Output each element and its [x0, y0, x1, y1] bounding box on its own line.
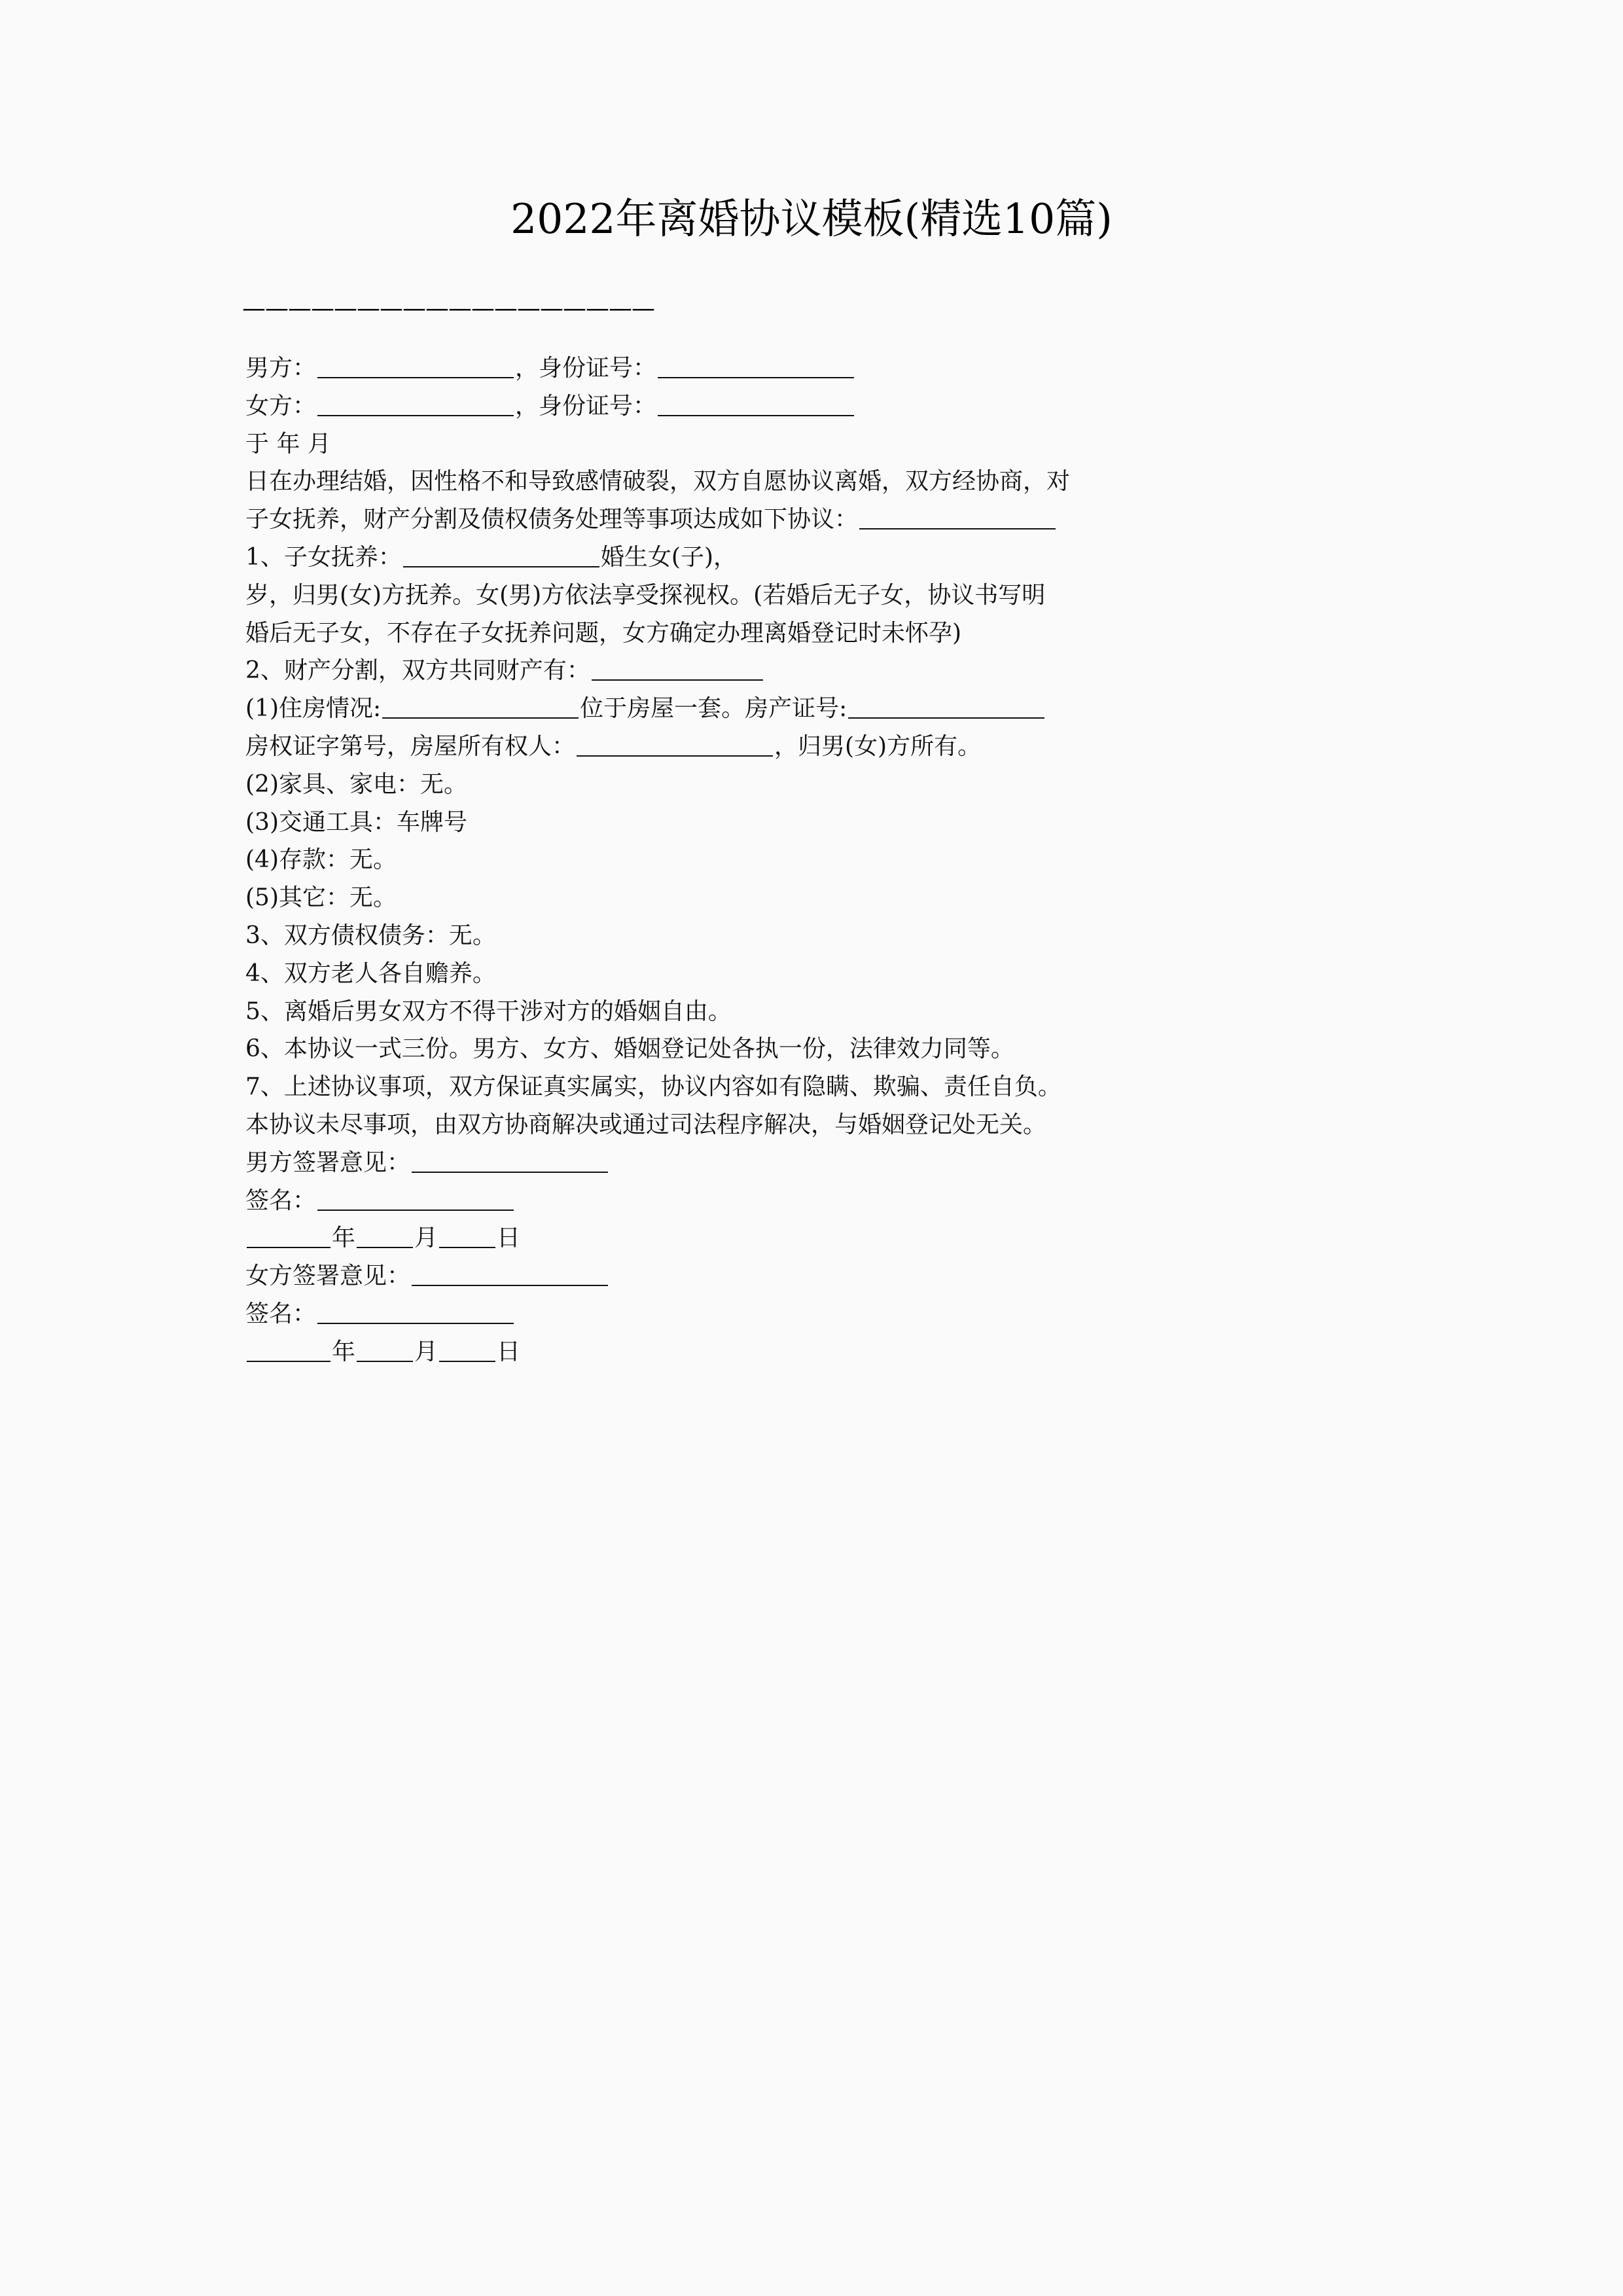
male-opinion-blank[interactable] [412, 1152, 608, 1173]
female-date-line [245, 1337, 1364, 1368]
male-date-line [245, 1223, 1364, 1254]
male-name-blank[interactable] [317, 357, 514, 378]
male-year-label: 年 [332, 1225, 356, 1252]
male-id-blank[interactable] [658, 357, 854, 378]
female-year-label: 年 [332, 1338, 356, 1365]
page-title: 2022年离婚协议模板(精选10篇) [510, 195, 1113, 243]
document-body [245, 353, 1364, 1375]
clause-2-lead: 2、财产分割，双方共同财产有： [245, 657, 590, 685]
male-date-year-blank[interactable] [247, 1227, 330, 1248]
female-sign-label: 签名： [245, 1300, 317, 1327]
male-signature-blank[interactable] [317, 1190, 514, 1211]
intro-line-2 [245, 505, 1364, 535]
clause-1-blank[interactable] [403, 547, 599, 567]
intro-line-2-text: 子女抚养，财产分割及债权债务处理等事项达成如下协议： [245, 506, 859, 533]
male-month-label: 月 [414, 1225, 438, 1252]
housing-prefix: (1)住房情况: [245, 695, 382, 723]
male-opinion-label: 男方签署意见： [245, 1149, 411, 1176]
female-opinion-label: 女方签署意见： [245, 1263, 411, 1290]
owner-suffix: ，归男(女)方所有。 [774, 732, 982, 760]
clause-3: 3、双方债权债务：无。 [245, 922, 496, 949]
clause-1-after-blank: 婚生女(子)， [600, 543, 737, 571]
clause-1-line-1 [245, 543, 1364, 573]
clause-1-lead: 1、子女抚养： [245, 543, 402, 571]
clause-1-line-3: 婚后无子女，不存在子女抚养问题，女方确定办理离婚登记时未怀孕) [245, 619, 962, 647]
male-date-day-blank[interactable] [439, 1227, 495, 1248]
intro-trailing-blank[interactable] [859, 509, 1056, 529]
closing-paragraph: 本协议未尽事项，由双方协商解决或通过司法程序解决，与婚姻登记处无关。 [245, 1111, 1047, 1138]
clause-6: 6、本协议一式三份。男方、女方、婚姻登记处各执一份，法律效力同等。 [245, 1035, 1014, 1063]
clause-2-sub-1-line-1 [245, 694, 1364, 725]
female-date-year-blank[interactable] [247, 1341, 330, 1362]
male-sign-label: 签名： [245, 1187, 317, 1214]
clause-7: 7、上述协议事项，双方保证真实属实，协议内容如有隐瞒、欺骗、责任自负。 [245, 1073, 1061, 1101]
female-id-blank[interactable] [658, 395, 854, 416]
male-party-label: 男方： [245, 355, 317, 382]
clause-2-sub-3: (3)交通工具：车牌号 [245, 808, 467, 836]
clause-4: 4、双方老人各自赡养。 [245, 960, 496, 987]
female-signature-line [245, 1299, 1364, 1330]
housing-mid: 位于房屋一套。房产证号: [580, 695, 847, 723]
intro-line-1: 日在办理结婚，因性格不和导致感情破裂，双方自愿协议离婚，双方经协商，对 [245, 468, 1071, 495]
owner-prefix: 房权证字第号，房屋所有权人： [245, 732, 576, 760]
clause-1-line-2: 岁，归男(女)方抚养。女(男)方依法享受探视权。(若婚后无子女，协议书写明 [245, 581, 1046, 609]
male-day-label: 日 [497, 1225, 521, 1252]
title-separator-rule: —————————————————— [242, 298, 654, 320]
clause-2-blank[interactable] [592, 660, 763, 681]
male-id-label: ，身份证号： [515, 355, 657, 382]
female-id-label: ，身份证号： [515, 392, 657, 420]
female-signature-blank[interactable] [317, 1303, 514, 1324]
party-line-male [245, 353, 1364, 384]
party-line-female [245, 391, 1364, 422]
female-day-label: 日 [497, 1338, 521, 1365]
clause-2-sub-5: (5)其它：无。 [245, 884, 397, 912]
male-opinion-line [245, 1148, 1364, 1179]
male-date-month-blank[interactable] [357, 1227, 413, 1248]
male-signature-line [245, 1186, 1364, 1217]
female-name-blank[interactable] [317, 395, 514, 416]
female-month-label: 月 [414, 1338, 438, 1365]
housing-cert-blank[interactable] [848, 698, 1044, 719]
clause-2-sub-2: (2)家具、家电：无。 [245, 770, 467, 798]
clause-5: 5、离婚后男女双方不得干涉对方的婚姻自由。 [245, 997, 732, 1025]
clause-2-sub-4: (4)存款：无。 [245, 846, 397, 874]
female-opinion-line [245, 1261, 1364, 1292]
marriage-date-line: 于 年 月 [245, 430, 331, 457]
housing-location-blank[interactable] [382, 698, 579, 719]
clause-2-line-1 [245, 656, 1364, 687]
female-date-day-blank[interactable] [439, 1341, 495, 1362]
female-party-label: 女方： [245, 392, 317, 420]
female-date-month-blank[interactable] [357, 1341, 413, 1362]
clause-2-sub-1-line-2 [245, 732, 1364, 762]
female-opinion-blank[interactable] [412, 1265, 608, 1286]
housing-owner-blank[interactable] [577, 736, 773, 757]
